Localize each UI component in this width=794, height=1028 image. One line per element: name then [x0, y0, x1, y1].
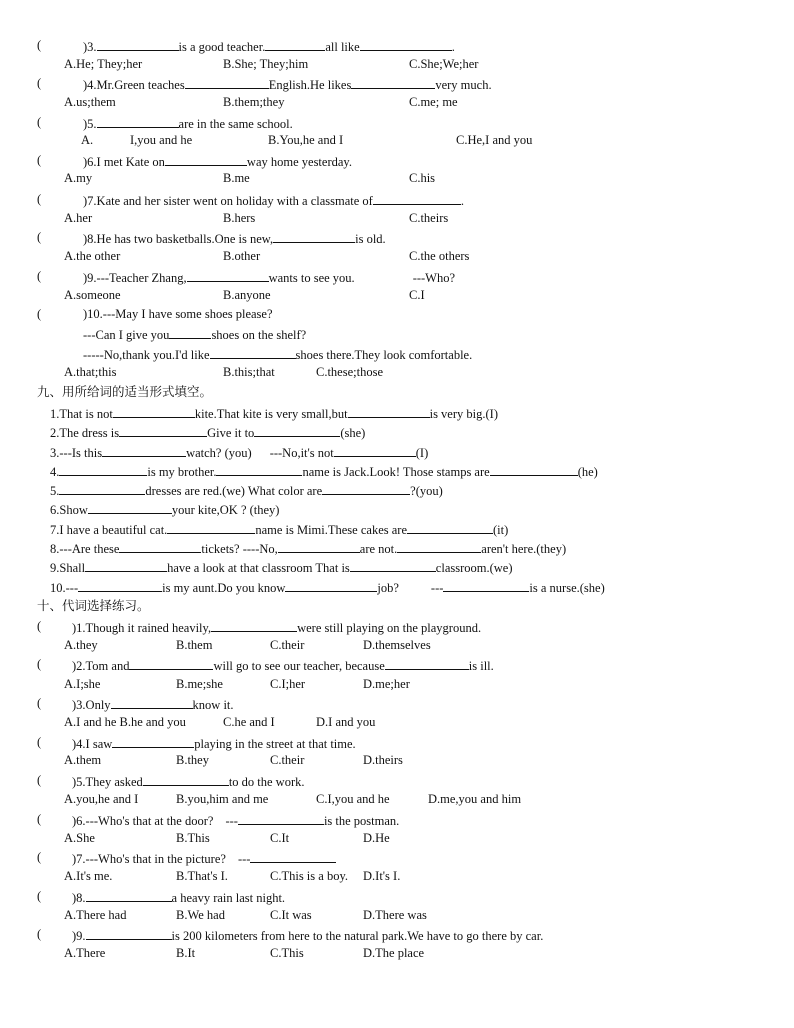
question-text: 6.Show	[50, 503, 88, 517]
answer-blank[interactable]	[216, 462, 302, 476]
question-text: 7.I have a beautiful cat.	[50, 523, 168, 537]
option-c: C.She;We;her	[409, 57, 479, 71]
question-text: a heavy rain last night.	[171, 891, 286, 905]
question-text: )1.Though it rained heavily,	[72, 621, 212, 635]
answer-blank[interactable]	[385, 656, 469, 670]
option-c: D.I and you	[316, 715, 376, 729]
answer-bracket[interactable]: (	[37, 38, 42, 52]
section-heading: 十、代词选择练习。	[37, 598, 150, 613]
option-b: B.this;that	[223, 365, 275, 379]
question-stem	[72, 849, 336, 868]
option-c: C.the others	[409, 249, 470, 263]
answer-blank[interactable]	[351, 75, 435, 89]
question-stem	[83, 345, 472, 364]
answer-blank[interactable]	[210, 345, 296, 359]
option-b: B.me;she	[176, 677, 223, 691]
answer-blank[interactable]	[88, 500, 172, 514]
question-text: shoes on the shelf?	[211, 328, 307, 342]
question-text: is a good teacher.	[178, 40, 266, 54]
option-c: C.their	[270, 753, 305, 767]
option-a: A.It's me.	[64, 869, 113, 883]
option-b: B.This	[176, 831, 210, 845]
answer-blank[interactable]	[397, 539, 481, 553]
option-b: C.he and I	[223, 715, 275, 729]
answer-blank[interactable]	[102, 443, 186, 457]
question-text: ---	[237, 852, 251, 866]
question-text: all like	[325, 40, 360, 54]
question-text: )3.	[83, 40, 97, 54]
answer-blank[interactable]	[143, 772, 229, 786]
answer-blank[interactable]	[129, 656, 213, 670]
answer-blank[interactable]	[373, 191, 461, 205]
option-c: C.It	[270, 831, 290, 845]
option-a: A.	[81, 133, 94, 147]
question-text: classroom.(we)	[435, 561, 513, 575]
question-text: is a nurse.(she)	[529, 581, 605, 595]
option-a: A.us;them	[64, 95, 116, 109]
answer-blank[interactable]	[350, 558, 436, 572]
answer-blank[interactable]	[119, 423, 207, 437]
question-text: )9.---Teacher Zhang,	[83, 271, 187, 285]
answer-blank[interactable]	[167, 520, 255, 534]
option-c: C.It was	[270, 908, 312, 922]
answer-blank[interactable]	[119, 539, 201, 553]
option-a: A.He; They;her	[64, 57, 143, 71]
question-stem	[72, 656, 494, 675]
option-a: A.the other	[64, 249, 121, 263]
question-text: English.He likes	[268, 78, 352, 92]
question-text: Give it to	[207, 426, 255, 440]
question-stem	[83, 152, 352, 171]
option-a: A.my	[64, 171, 93, 185]
question-text: )6.I met Kate on	[83, 155, 165, 169]
question-text: watch? (you)	[186, 446, 252, 460]
option-b: B.We had	[176, 908, 225, 922]
question-stem	[72, 734, 356, 753]
question-text: is my brother.	[147, 465, 217, 479]
option-d: D.There was	[363, 908, 427, 922]
option-a: A.her	[64, 211, 93, 225]
question-text: (she)	[340, 426, 366, 440]
question-text: playing in the street at that time.	[194, 737, 356, 751]
answer-blank[interactable]	[86, 888, 172, 902]
answer-blank[interactable]	[285, 578, 377, 592]
option-b: B.me	[223, 171, 250, 185]
option-d: D.themselves	[363, 638, 431, 652]
answer-blank[interactable]	[59, 462, 147, 476]
question-stem	[72, 772, 305, 791]
fill-in-sentence	[50, 423, 365, 442]
option-c: C.This is a boy.	[270, 869, 349, 883]
question-stem: )10.---May I have some shoes please?	[83, 307, 273, 321]
question-text: name is Jack.Look! Those stamps are	[302, 465, 490, 479]
option-a: A.they	[64, 638, 98, 652]
answer-bracket[interactable]: (	[37, 735, 42, 749]
option-c: C.I,you and he	[316, 792, 390, 806]
option-a: A.There	[64, 946, 106, 960]
answer-blank[interactable]	[111, 695, 193, 709]
answer-blank[interactable]	[348, 404, 430, 418]
question-text: 2.The dress is	[50, 426, 120, 440]
option-b: B.them	[176, 638, 213, 652]
answer-blank[interactable]	[443, 578, 529, 592]
option-b: B.It	[176, 946, 196, 960]
question-text: )2.Tom and	[72, 659, 130, 673]
answer-blank[interactable]	[407, 520, 493, 534]
question-text: wants to see you.	[268, 271, 355, 285]
question-stem	[83, 114, 293, 133]
answer-blank[interactable]	[238, 811, 324, 825]
question-text: )8.He has two basketballs.One is new,	[83, 232, 274, 246]
option-d: D.The place	[363, 946, 425, 960]
question-text: have a look at that classroom That is	[167, 561, 350, 575]
question-stem	[83, 191, 464, 210]
answer-blank[interactable]	[86, 926, 172, 940]
fill-in-sentence	[50, 578, 605, 597]
fill-in-sentence	[50, 404, 498, 423]
answer-blank[interactable]	[211, 618, 297, 632]
fill-in-sentence	[50, 558, 513, 577]
question-text: very much.	[435, 78, 492, 92]
option-c: C.I;her	[270, 677, 306, 691]
answer-blank[interactable]	[265, 37, 325, 51]
question-text: your kite,OK ? (they)	[171, 503, 280, 517]
question-text: )4.I saw	[72, 737, 113, 751]
question-text: .	[460, 194, 464, 208]
answer-bracket[interactable]: (	[37, 812, 42, 826]
option-b: I,you and he	[130, 133, 193, 147]
answer-blank[interactable]	[85, 558, 167, 572]
option-a: A.you,he and I	[64, 792, 139, 806]
section-heading: 九、用所给词的适当形式填空。	[37, 384, 213, 399]
fill-in-sentence	[50, 443, 428, 462]
question-text: ?(you)	[410, 484, 443, 498]
question-text: will go to see our teacher, because	[213, 659, 385, 673]
question-text: 1.That is not	[50, 407, 113, 421]
option-b: B.them;they	[223, 95, 285, 109]
answer-bracket[interactable]: (	[37, 773, 42, 787]
question-text: )3.Only	[72, 698, 111, 712]
question-stem	[72, 926, 543, 945]
question-text: to do the work.	[228, 775, 305, 789]
answer-bracket[interactable]: (	[37, 307, 42, 321]
question-text: )5.	[83, 117, 97, 131]
option-a: A.that;this	[64, 365, 117, 379]
answer-bracket[interactable]: (	[37, 657, 42, 671]
question-text: kite.That kite is very small,but	[194, 407, 348, 421]
question-text: ---Who?	[412, 271, 456, 285]
option-b: B.hers	[223, 211, 256, 225]
question-text: tickets? ----No,	[201, 542, 278, 556]
fill-in-sentence	[50, 462, 598, 481]
question-text: is very big.(I)	[429, 407, 498, 421]
question-stem	[83, 75, 492, 94]
option-a: A.I and he B.he and you	[64, 715, 186, 729]
question-text: (I)	[415, 446, 429, 460]
question-text: )9.	[72, 929, 86, 943]
answer-bracket[interactable]: (	[37, 230, 42, 244]
answer-blank[interactable]	[250, 849, 336, 863]
answer-bracket[interactable]: (	[37, 76, 42, 90]
answer-blank[interactable]	[78, 578, 162, 592]
question-text: )7.Kate and her sister went on holiday with a classmate of	[83, 194, 373, 208]
question-text: are in the same school.	[178, 117, 293, 131]
option-a: A.She	[64, 831, 95, 845]
answer-blank[interactable]	[113, 404, 195, 418]
answer-bracket[interactable]: (	[37, 192, 42, 206]
question-text: ---	[430, 581, 444, 595]
answer-blank[interactable]	[169, 325, 211, 339]
answer-bracket[interactable]: (	[37, 850, 42, 864]
answer-bracket[interactable]: (	[37, 927, 42, 941]
question-text: are not.	[359, 542, 398, 556]
answer-blank[interactable]	[490, 462, 578, 476]
fill-in-sentence	[50, 520, 508, 539]
answer-blank[interactable]	[97, 37, 179, 51]
question-stem	[72, 695, 234, 714]
option-c: B.You,he and I	[268, 133, 344, 147]
question-text: .	[451, 40, 455, 54]
fill-in-sentence	[50, 500, 279, 519]
fill-in-sentence	[50, 539, 566, 558]
question-text: is old.	[355, 232, 386, 246]
question-text: ---Can I give you	[83, 328, 170, 342]
question-text: (it)	[493, 523, 509, 537]
option-c: C.I	[409, 288, 425, 302]
option-b: B.you,him and me	[176, 792, 269, 806]
answer-bracket[interactable]: (	[37, 889, 42, 903]
question-text: is my aunt.Do you know	[162, 581, 286, 595]
question-text: shoes there.They look comfortable.	[295, 348, 473, 362]
option-d: D.me,you and him	[428, 792, 522, 806]
question-text: -----No,thank you.I'd like	[83, 348, 210, 362]
question-text: is ill.	[468, 659, 494, 673]
question-text: dresses are red.(we) What color are	[145, 484, 323, 498]
question-text: )5.They asked	[72, 775, 143, 789]
option-c: C.these;those	[316, 365, 384, 379]
option-a: A.There had	[64, 908, 127, 922]
option-b: B.She; They;him	[223, 57, 309, 71]
question-text: job?	[377, 581, 399, 595]
option-a: A.I;she	[64, 677, 101, 691]
question-text: (he)	[577, 465, 598, 479]
answer-blank[interactable]	[334, 443, 416, 457]
question-text: )4.Mr.Green teaches	[83, 78, 185, 92]
question-stem	[83, 37, 455, 56]
question-text: know it.	[192, 698, 234, 712]
option-d: D.He	[363, 831, 390, 845]
option-b: B.they	[176, 753, 209, 767]
question-text: is the postman.	[323, 814, 400, 828]
question-text: 10.---	[50, 581, 79, 595]
answer-blank[interactable]	[187, 268, 269, 282]
answer-bracket[interactable]: (	[37, 269, 42, 283]
question-text: 9.Shall	[50, 561, 86, 575]
option-c: C.me; me	[409, 95, 458, 109]
question-stem	[72, 618, 481, 637]
question-text: ---	[225, 814, 238, 828]
answer-blank[interactable]	[59, 481, 145, 495]
option-a: A.them	[64, 753, 102, 767]
question-text: 3.---Is this	[50, 446, 103, 460]
answer-blank[interactable]	[278, 539, 360, 553]
answer-bracket[interactable]: (	[37, 696, 42, 710]
question-text: is 200 kilometers from here to the natural park.We have to go there by car.	[171, 929, 544, 943]
question-text: 8.---Are these	[50, 542, 120, 556]
option-a: A.someone	[64, 288, 121, 302]
answer-blank[interactable]	[112, 734, 194, 748]
answer-blank[interactable]	[97, 114, 179, 128]
option-b: B.That's I.	[176, 869, 228, 883]
question-text: way home yesterday.	[246, 155, 352, 169]
question-text: 5.	[50, 484, 60, 498]
option-c: C.This	[270, 946, 304, 960]
option-c: C.their	[270, 638, 305, 652]
option-c: C.theirs	[409, 211, 449, 225]
question-text: )7.---Who's that in the picture?	[72, 852, 226, 866]
option-d: D.me;her	[363, 677, 410, 691]
question-text: ---No,it's not	[269, 446, 334, 460]
answer-bracket[interactable]: (	[37, 619, 42, 633]
answer-blank[interactable]	[165, 152, 247, 166]
question-text: 4.	[50, 465, 60, 479]
answer-blank[interactable]	[185, 75, 269, 89]
option-c: C.his	[409, 171, 436, 185]
option-b: B.other	[223, 249, 261, 263]
question-text: )8.	[72, 891, 86, 905]
option-b: B.anyone	[223, 288, 271, 302]
answer-blank[interactable]	[322, 481, 410, 495]
answer-blank[interactable]	[254, 423, 340, 437]
question-stem	[83, 229, 386, 248]
question-stem	[72, 811, 399, 830]
answer-blank[interactable]	[360, 37, 452, 51]
answer-blank[interactable]	[273, 229, 355, 243]
question-text: were still playing on the playground.	[297, 621, 482, 635]
option-d: D.theirs	[363, 753, 403, 767]
option-d: C.He,I and you	[456, 133, 533, 147]
question-stem	[83, 325, 306, 344]
question-text: )6.---Who's that at the door?	[72, 814, 214, 828]
answer-bracket[interactable]: (	[37, 153, 42, 167]
fill-in-sentence	[50, 481, 443, 500]
question-stem	[83, 268, 455, 287]
question-text: aren't here.(they)	[481, 542, 567, 556]
option-d: D.It's I.	[363, 869, 401, 883]
question-text: name is Mimi.These cakes are	[255, 523, 407, 537]
answer-bracket[interactable]: (	[37, 115, 42, 129]
question-stem	[72, 888, 285, 907]
